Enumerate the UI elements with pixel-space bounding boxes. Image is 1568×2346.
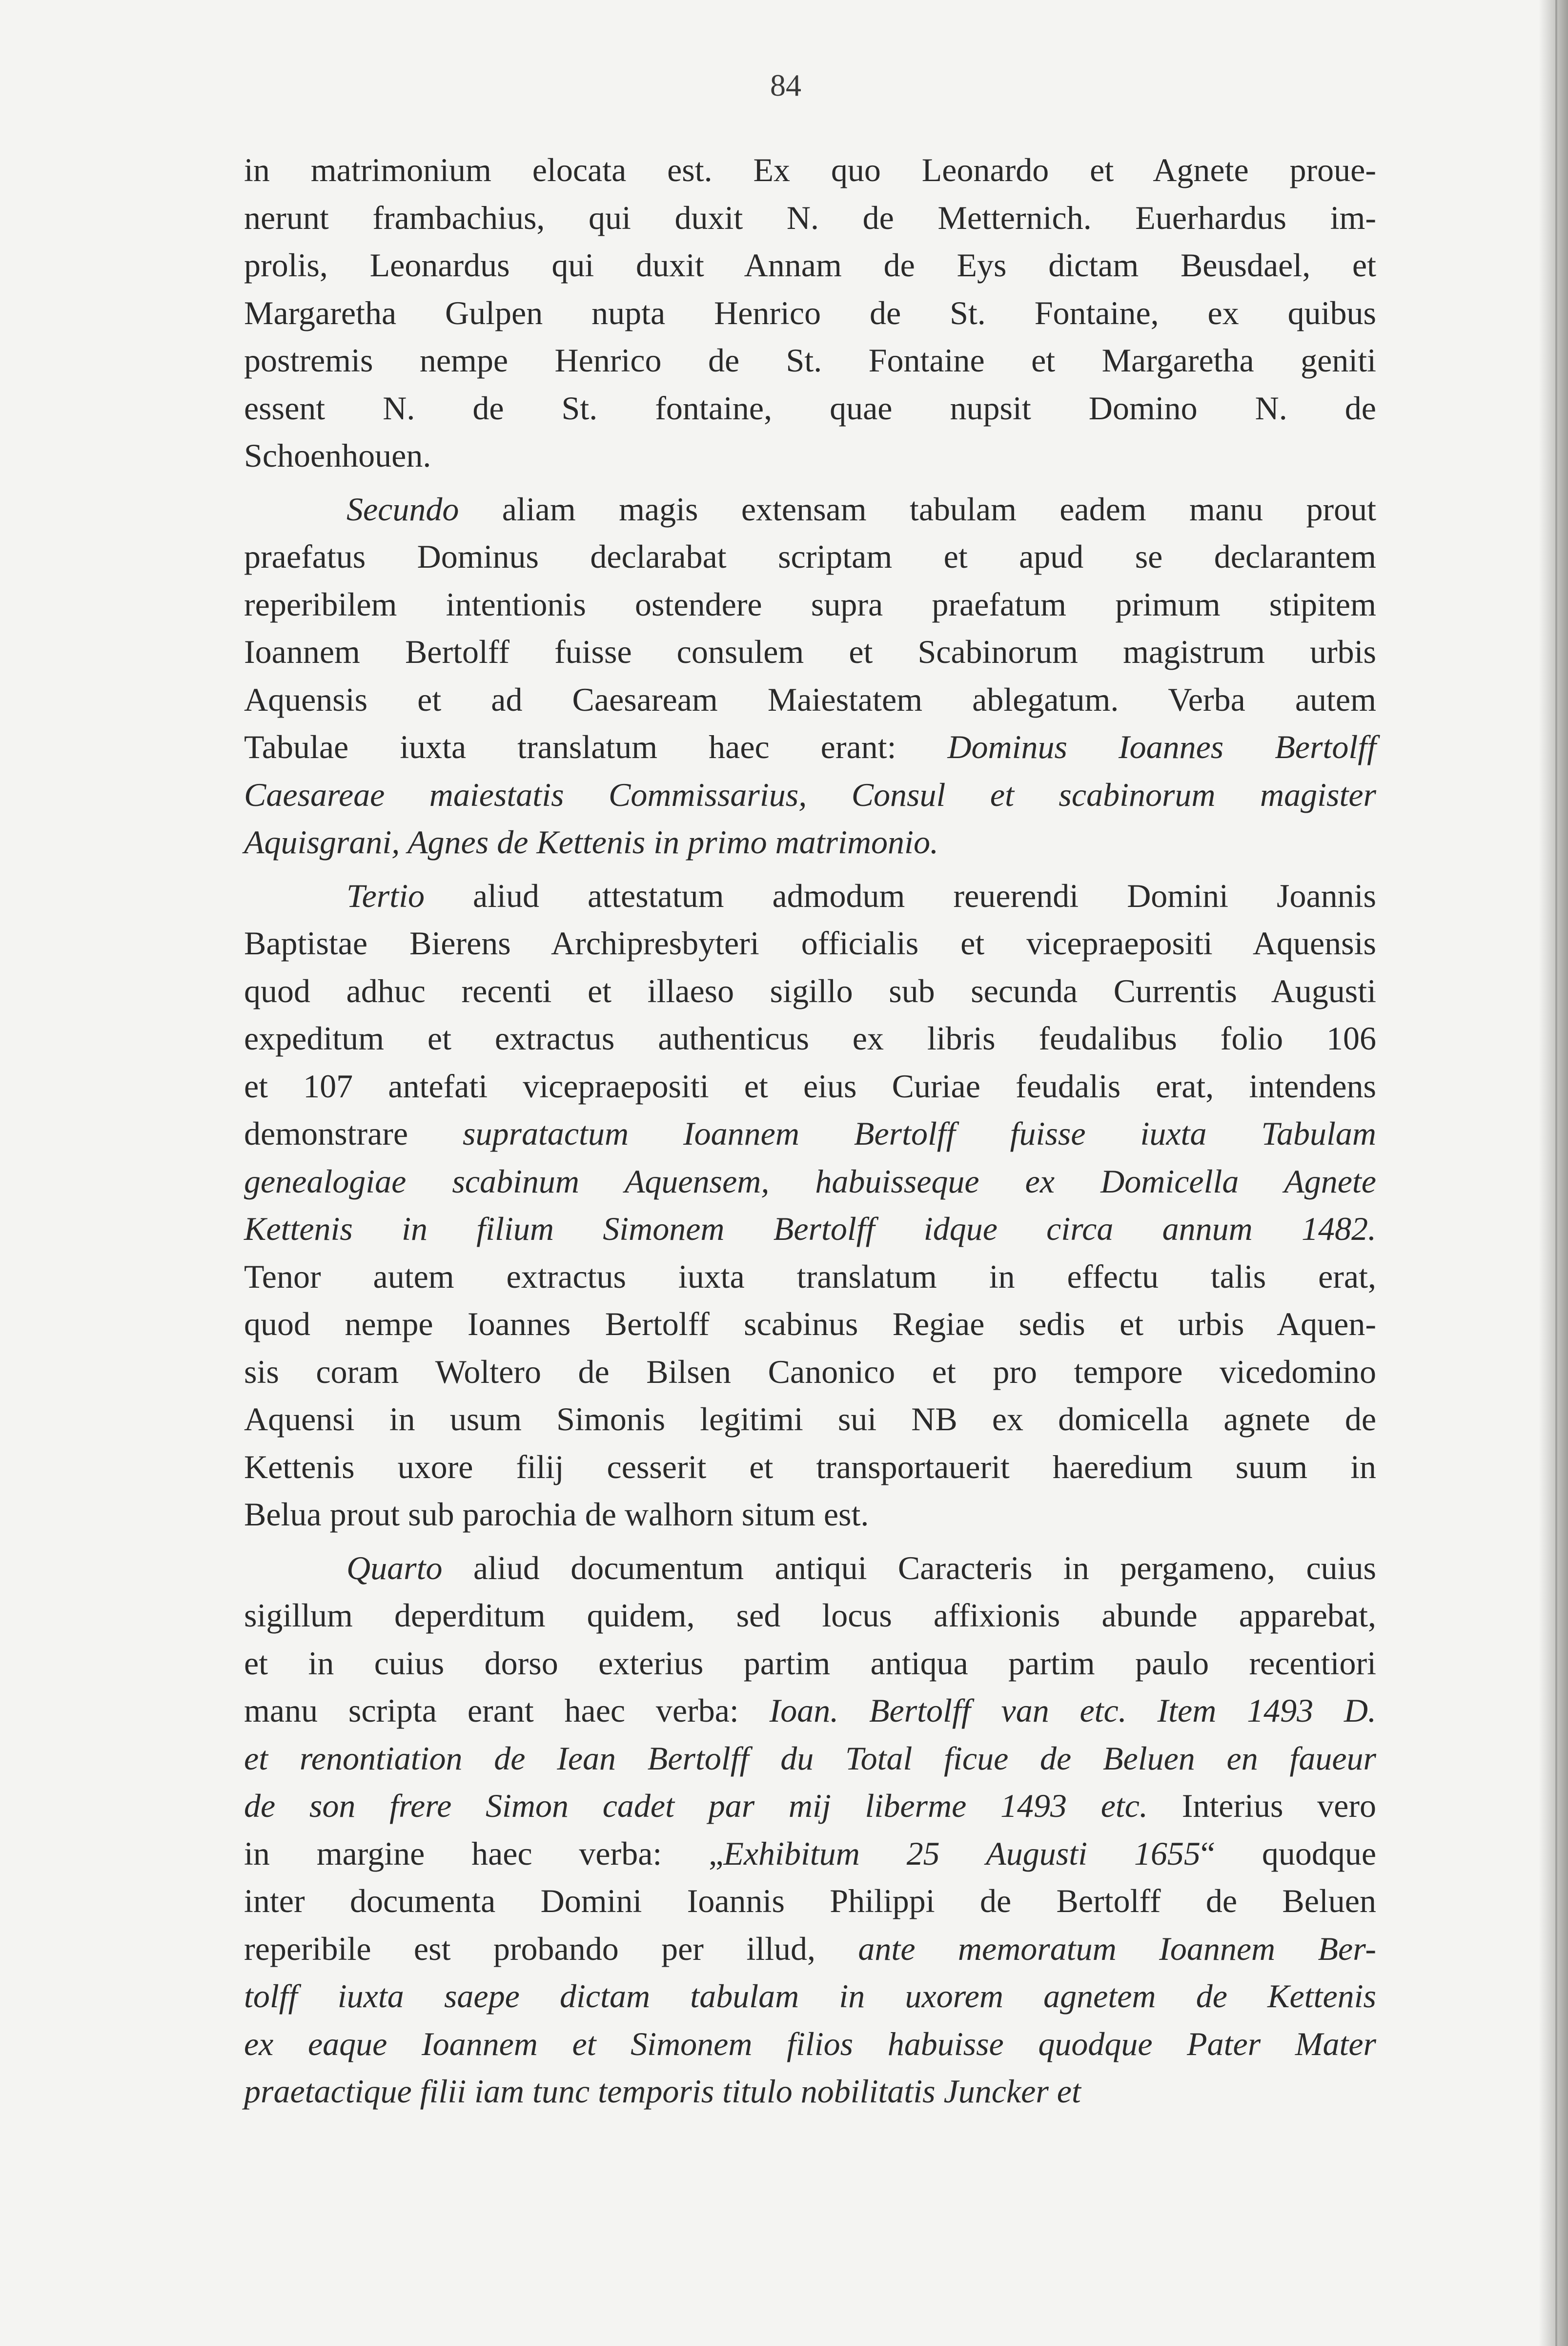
italic-text: praetactique filii iam tunc temporis titulo nobilitatis Juncker et bbox=[244, 2073, 1081, 2110]
italic-text: ante memoratum Ioannem Ber- bbox=[858, 1930, 1376, 1967]
italic-text: Quarto bbox=[346, 1549, 443, 1586]
italic-text: Tertio bbox=[346, 877, 425, 914]
text-run: reperibilem intentionis ostendere supra praefatum primum stipitem bbox=[244, 585, 1376, 623]
text-line bbox=[244, 146, 1376, 194]
text-line bbox=[244, 771, 1376, 819]
text-run: aliam magis extensam tabulam eadem manu prout bbox=[459, 490, 1376, 528]
italic-text: ex eaque Ioannem et Simonem filios habuisse quodque Pater Mater bbox=[244, 2025, 1376, 2062]
text-line bbox=[244, 194, 1376, 242]
text-line bbox=[244, 1782, 1376, 1830]
paragraph bbox=[244, 146, 1376, 480]
text-line bbox=[244, 920, 1376, 967]
page-edge-shadow bbox=[1539, 0, 1568, 2346]
text-run: Tenor autem extractus iuxta translatum in effectu talis erat, bbox=[244, 1257, 1376, 1295]
italic-text: de son frere Simon cadet par mij liberme 1493 etc. bbox=[244, 1787, 1148, 1824]
text-line bbox=[244, 1925, 1376, 1973]
text-line bbox=[244, 1158, 1376, 1206]
text-line bbox=[244, 385, 1376, 432]
text-line bbox=[244, 819, 1376, 866]
text-line bbox=[244, 1973, 1376, 2020]
text-line bbox=[244, 1877, 1376, 1925]
text-run: Margaretha Gulpen nupta Henrico de St. Fontaine, ex quibus bbox=[244, 294, 1376, 331]
text-line bbox=[244, 2020, 1376, 2068]
text-line bbox=[244, 1063, 1376, 1111]
text-run: praefatus Dominus declarabat scriptam et apud se declarantem bbox=[244, 538, 1376, 575]
text-line bbox=[244, 533, 1376, 581]
text-line bbox=[244, 1735, 1376, 1783]
text-line bbox=[244, 337, 1376, 385]
text-run: manu scripta erant haec verba: bbox=[244, 1692, 770, 1729]
text-line bbox=[244, 289, 1376, 337]
text-run: inter documenta Domini Ioannis Philippi de Bertolff de Beluen bbox=[244, 1882, 1376, 1919]
text-run: Ioannem Bertolff fuisse consulem et Scabinorum magistrum urbis bbox=[244, 633, 1376, 670]
italic-text: supratactum Ioannem Bertolff fuisse iuxta Tabulam bbox=[463, 1115, 1376, 1152]
text-run: et 107 antefati vicepraepositi et eius Curiae feudalis erat, intendens bbox=[244, 1067, 1376, 1105]
text-run: essent N. de St. fontaine, quae nupsit Domino N. de bbox=[244, 389, 1376, 427]
body-text bbox=[244, 146, 1376, 2116]
text-run: sigillum deperditum quidem, sed locus affixionis abunde apparebat, bbox=[244, 1597, 1376, 1634]
text-line bbox=[244, 1253, 1376, 1301]
text-line bbox=[244, 486, 1376, 534]
italic-text: Caesareae maiestatis Commissarius, Consul et scabinorum magister bbox=[244, 776, 1376, 813]
text-run: “ quodque bbox=[1200, 1834, 1376, 1872]
text-run: prolis, Leonardus qui duxit Annam de Eys dictam Beusdael, et bbox=[244, 247, 1376, 284]
text-run: Interius vero bbox=[1147, 1787, 1376, 1824]
paragraph bbox=[244, 486, 1376, 866]
page-edge-line bbox=[1555, 0, 1557, 2346]
italic-text: Ioan. Bertolff van etc. Item 1493 D. bbox=[769, 1692, 1376, 1729]
text-run: quod adhuc recenti et illaeso sigillo sub secunda Currentis Augusti bbox=[244, 972, 1376, 1009]
text-line bbox=[244, 1110, 1376, 1158]
text-run: postremis nempe Henrico de St. Fontaine et Margaretha geniti bbox=[244, 342, 1376, 379]
text-line bbox=[244, 628, 1376, 676]
text-line bbox=[244, 1544, 1376, 1592]
text-run: quod nempe Ioannes Bertolff scabinus Regiae sedis et urbis Aquen- bbox=[244, 1305, 1376, 1342]
text-run: in margine haec verba: „ bbox=[244, 1834, 724, 1872]
italic-text: et renontiation de Iean Bertolff du Total ficue de Beluen en faueur bbox=[244, 1739, 1376, 1777]
paragraph bbox=[244, 872, 1376, 1539]
text-line bbox=[244, 1015, 1376, 1063]
text-run: Aquensi in usum Simonis legitimi sui NB ex domicella agnete de bbox=[244, 1400, 1376, 1438]
italic-text: Kettenis in filium Simonem Bertolff idque circa annum 1482. bbox=[244, 1210, 1376, 1247]
text-line bbox=[244, 1830, 1376, 1878]
page-number: 84 bbox=[770, 68, 801, 103]
italic-text: genealogiae scabinum Aquensem, habuisseque ex Domicella Agnete bbox=[244, 1162, 1376, 1200]
text-line bbox=[244, 967, 1376, 1015]
text-run: Aquensis et ad Caesaream Maiestatem ablegatum. Verba autem bbox=[244, 680, 1376, 718]
italic-text: tolff iuxta saepe dictam tabulam in uxorem agnetem de Kettenis bbox=[244, 1977, 1376, 2015]
italic-text: Dominus Ioannes Bertolff bbox=[947, 728, 1376, 765]
text-run: Tabulae iuxta translatum haec erant: bbox=[244, 728, 948, 765]
text-line bbox=[244, 432, 1376, 480]
text-run: expeditum et extractus authenticus ex libris feudalibus folio 106 bbox=[244, 1020, 1376, 1057]
text-line bbox=[244, 2068, 1376, 2116]
text-run: nerunt frambachius, qui duxit N. de Metternich. Euerhardus im- bbox=[244, 199, 1376, 236]
italic-text: Aquisgrani, Agnes de Kettenis in primo matrimonio. bbox=[244, 823, 938, 861]
text-line bbox=[244, 723, 1376, 771]
text-line bbox=[244, 1396, 1376, 1443]
text-line bbox=[244, 1443, 1376, 1491]
italic-text: Secundo bbox=[346, 490, 459, 528]
text-line bbox=[244, 1205, 1376, 1253]
text-run: aliud documentum antiqui Caracteris in pergameno, cuius bbox=[442, 1549, 1376, 1586]
text-line bbox=[244, 1348, 1376, 1396]
text-run: Kettenis uxore filij cesserit et transportauerit haeredium suum in bbox=[244, 1448, 1376, 1485]
italic-text: Exhibitum 25 Augusti 1655 bbox=[723, 1834, 1201, 1872]
text-run: Baptistae Bierens Archipresbyteri officialis et vicepraepositi Aquensis bbox=[244, 925, 1376, 962]
text-run: in matrimonium elocata est. Ex quo Leonardo et Agnete proue- bbox=[244, 151, 1376, 188]
text-line bbox=[244, 242, 1376, 289]
text-run: aliud attestatum admodum reuerendi Domini Joannis bbox=[425, 877, 1376, 914]
text-run: demonstrare bbox=[244, 1115, 463, 1152]
text-line bbox=[244, 1687, 1376, 1735]
paragraph bbox=[244, 1544, 1376, 2116]
text-run: reperibile est probando per illud, bbox=[244, 1930, 858, 1967]
text-run: Belua prout sub parochia de walhorn situm est. bbox=[244, 1496, 869, 1533]
text-line bbox=[244, 1300, 1376, 1348]
text-line bbox=[244, 1640, 1376, 1687]
text-run: sis coram Woltero de Bilsen Canonico et pro tempore vicedomino bbox=[244, 1353, 1376, 1390]
text-line bbox=[244, 1592, 1376, 1640]
text-run: et in cuius dorso exterius partim antiqua partim paulo recentiori bbox=[244, 1644, 1376, 1682]
text-line bbox=[244, 872, 1376, 920]
text-line bbox=[244, 1491, 1376, 1539]
text-run: Schoenhouen. bbox=[244, 437, 431, 474]
text-line bbox=[244, 676, 1376, 724]
text-line bbox=[244, 581, 1376, 629]
